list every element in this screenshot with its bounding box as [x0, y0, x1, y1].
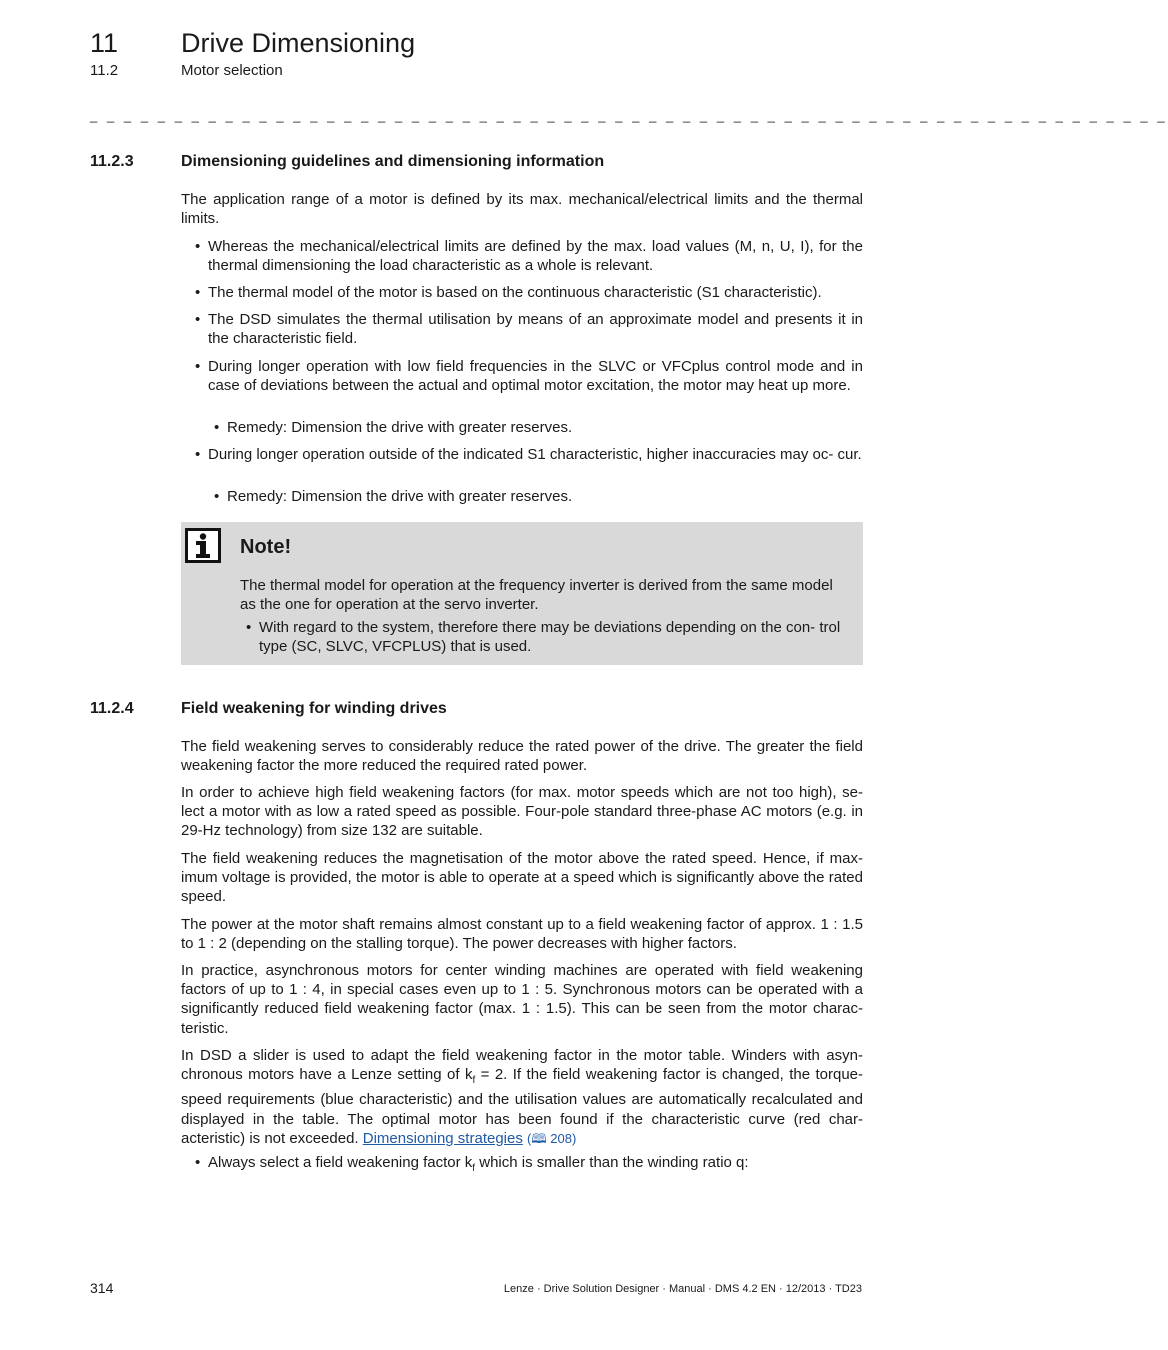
subsection-title: Dimensioning guidelines and dimensioning information — [181, 153, 605, 170]
note-title: Note! — [240, 536, 292, 558]
subsection-number: 11.2.3 — [90, 153, 134, 170]
paragraph: The field weakening serves to considerably reduce the rated power of the drive. The greater the field weakening factor the more reduced the required rated power. — [181, 738, 863, 775]
info-icon — [185, 528, 221, 563]
note-bullet-item: • With regard to the system, therefore there may be deviations depending on the con- trol type (SC, SLVC, VFCPLUS) that is used. — [259, 618, 847, 656]
subscript: f — [472, 1163, 476, 1174]
bullet-item — [208, 1153, 863, 1178]
paragraph: The application range of a motor is defined by its max. mechanical/electrical limits and the thermal limits. — [181, 191, 863, 228]
bullet-text: which is smaller than the winding ratio q: — [475, 1154, 749, 1171]
sub-bullet-item: • Remedy: Dimension the drive with greater reserves. — [227, 487, 863, 506]
bullet-item: • During longer operation outside of the indicated S1 characteristic, higher inaccuracies may oc- cur. — [208, 445, 863, 464]
note-text: The thermal model for operation at the frequency inverter is derived from the same model as the one for operation at the servo inverter. — [240, 577, 833, 614]
subscript: f — [472, 1075, 476, 1087]
chapter-title: Drive Dimensioning — [181, 28, 416, 58]
header-separator: _ _ _ _ _ _ _ _ _ _ _ _ _ _ _ _ _ _ _ _ _ _ _ _ _ _ _ _ _ _ _ _ _ _ _ _ _ _ _ _ _ _ _ _ _ _ _ _ _ _ _ _ _ _ _ _ _ _ _ _ _ _ _ _ — [90, 108, 1168, 123]
bullet-item: • During longer operation with low field frequencies in the SLVC or VFCplus control mode and in case of deviations between the actual and optimal motor excitation, the motor may heat up more. — [208, 357, 863, 395]
page-number: 314 — [90, 1280, 114, 1296]
bullet-text: Always select a field weakening factor k — [208, 1154, 473, 1171]
dimensioning-strategies-link[interactable]: Dimensioning strategies — [362, 1129, 523, 1147]
paragraph: The power at the motor shaft remains almost constant up to a field weakening factor of approx. 1 : 1.5 to 1 : 2 (depending on the stalling torque). The power decreases with higher factors. — [181, 916, 863, 953]
sub-bullet-item: • Remedy: Dimension the drive with greater reserves. — [227, 418, 863, 437]
paragraph-text: In DSD a slider is used to adapt the field weakening factor in the motor table. Winders with asyn- chronous motors have a Lenze setting of k — [181, 1047, 863, 1084]
subsection-number: 11.2.4 — [90, 700, 134, 717]
paragraph — [181, 1046, 863, 1148]
chapter-number: 11 — [90, 28, 119, 58]
section-title: Motor selection — [181, 62, 283, 79]
bullet-item: • Whereas the mechanical/electrical limits are defined by the max. load values (M, n, U, I), for the thermal dimensioning the load characteristic as a whole is relevant. — [208, 237, 863, 275]
paragraph: In order to achieve high field weakening factors (for max. motor speeds which are not too high), se- lect a motor with as low a rated speed as possible. Four-pole standard three-phase AC motors (e.g. in 29-Hz technology) from size 132 are suitable. — [181, 784, 863, 840]
page-reference-link[interactable]: (🕮 208) — [527, 1130, 577, 1146]
footer-text: Lenze · Drive Solution Designer · Manual · DMS 4.2 EN · 12/2013 · TD23 — [503, 1283, 862, 1295]
paragraph: In practice, asynchronous motors for center winding machines are operated with field weakening factors of up to 1 : 4, in special cases even up to 1 : 5. Synchronous motors can be operated with a significantly reduced field weakening factor (max. 1 : 1.5). This can be seen from the motor charac- teristic. — [181, 962, 863, 1037]
subsection-title: Field weakening for winding drives — [181, 700, 447, 717]
section-number: 11.2 — [90, 62, 119, 79]
paragraph-text: = 2. If the field weakening factor is changed, the torque-speed requirements (blue characteristic) and the utilisation values are automatically recalculated and displayed in the table. The optimal motor has been found if the characteristic curve (red char- acteristic) is not exceeded. — [181, 1066, 864, 1147]
bullet-item: • The thermal model of the motor is based on the continuous characteristic (S1 characteristic). — [208, 283, 863, 302]
bullet-item: • The DSD simulates the thermal utilisation by means of an approximate model and presents it in the characteristic field. — [208, 310, 863, 348]
paragraph: The field weakening reduces the magnetisation of the motor above the rated speed. Hence, if max- imum voltage is provided, the motor is able to operate at a speed which is significantly above the rated speed. — [181, 850, 863, 906]
